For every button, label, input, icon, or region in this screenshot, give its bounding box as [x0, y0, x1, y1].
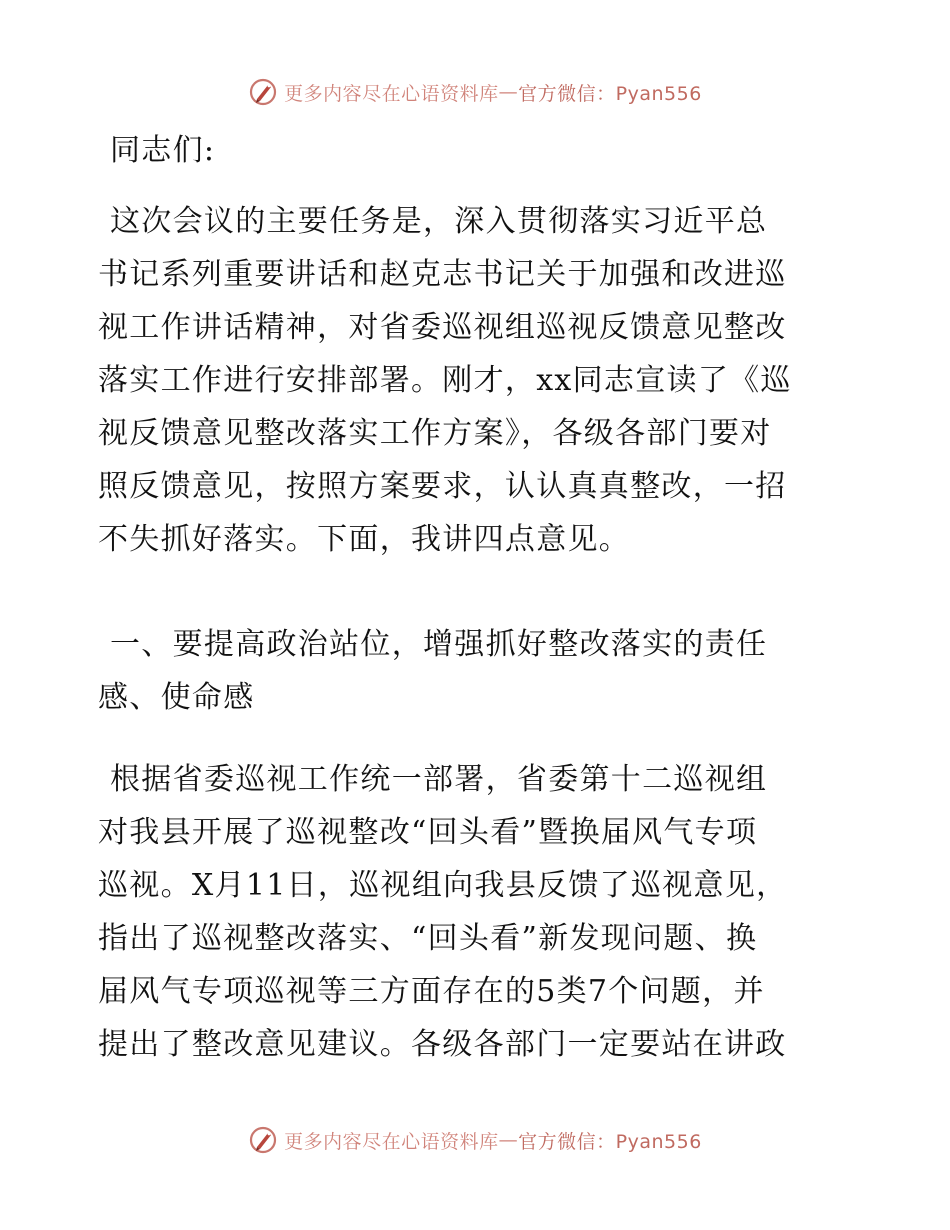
watermark-text: 更多内容尽在心语资料库	[284, 1130, 499, 1153]
paragraph-line: 视反馈意见整改落实工作方案》，各级各部门要对	[98, 416, 772, 451]
paragraph-line: 巡视。X月11日，巡视组向我县反馈了巡视意见，	[98, 868, 788, 903]
paragraph-line: 提出了整改意见建议。各级各部门一定要站在讲政	[98, 1027, 787, 1062]
paragraph-line: 这次会议的主要任务是，深入贯彻落实习近平总	[110, 204, 768, 239]
paragraph-line: 根据省委巡视工作统一部署，省委第十二巡视组	[110, 762, 768, 797]
pen-logo-icon	[248, 1125, 278, 1155]
paragraph-line: 届风气专项巡视等三方面存在的5类7个问题，并	[98, 974, 765, 1009]
paragraph-line: 指出了巡视整改落实、“回头看”新发现问题、换	[98, 921, 758, 956]
watermark-wechat: 官方微信：Pyan556	[518, 82, 702, 105]
footer-watermark	[0, 1120, 950, 1160]
watermark-separator: —	[498, 81, 519, 103]
watermark-wechat: 官方微信：Pyan556	[518, 1130, 702, 1153]
paragraph-line: 书记系列重要讲话和赵克志书记关于加强和改进巡	[98, 257, 787, 292]
paragraph-line: 对我县开展了巡视整改“回头看”暨换届风气专项	[98, 815, 758, 850]
paragraph-line: 不失抓好落实。下面，我讲四点意见。	[98, 522, 631, 557]
watermark-text: 更多内容尽在心语资料库	[284, 82, 499, 105]
paragraph-intro	[98, 195, 858, 566]
header-watermark	[0, 72, 950, 112]
heading-line: 一、要提高政治站位，增强抓好整改落实的责任	[110, 627, 768, 662]
salutation: 同志们:	[110, 133, 216, 168]
paragraph-line: 视工作讲话精神，对省委巡视组巡视反馈意见整改	[98, 310, 787, 345]
paragraph-line: 落实工作进行安排部署。刚才，xx同志宣读了《巡	[98, 363, 792, 398]
heading-line: 感、使命感	[98, 680, 255, 715]
watermark-separator: —	[498, 1129, 519, 1151]
pen-logo-icon	[248, 77, 278, 107]
paragraph-section-1	[98, 753, 858, 1071]
paragraph-line: 照反馈意见，按照方案要求，认认真真整改，一招	[98, 469, 787, 504]
salutation-block	[98, 124, 858, 177]
section-heading-1	[98, 618, 858, 724]
